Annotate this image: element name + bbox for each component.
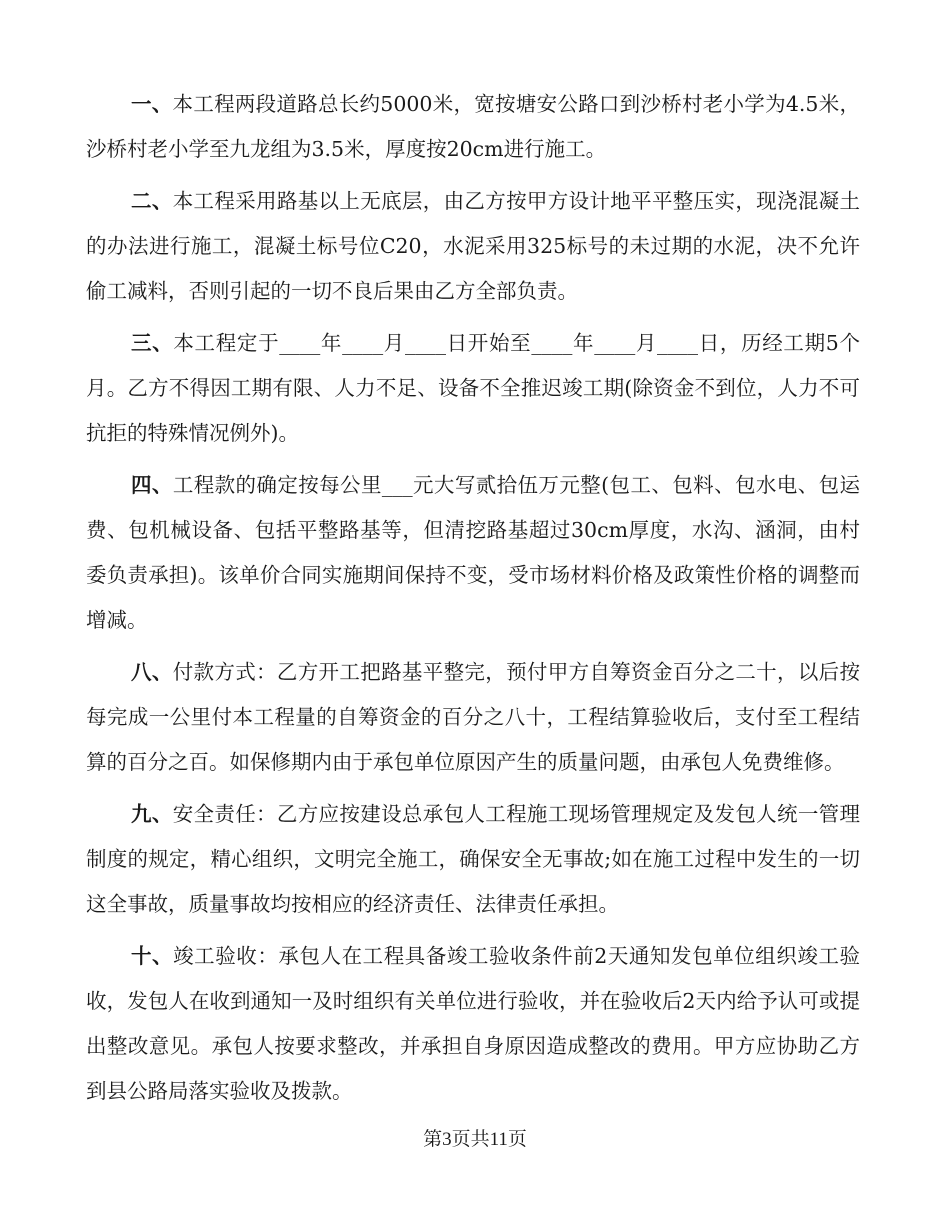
paragraph-2-text: 本工程采用路基以上无底层，由乙方按甲方设计地平平整压实，现浇混凝土的办法进行施工，混凝土标号位C20，水泥采用325标号的未过期的水泥，决不允许偷工减料，否则引起的一切不良后果由乙方全部负责。 <box>86 189 861 303</box>
paragraph-10-text: 竣工验收：承包人在工程具备竣工验收条件前2天通知发包单位组织竣工验收，发包人在收到通知一及时组织有关单位进行验收，并在验收后2天内给予认可或提出整改意见。承包人按要求整改，并承担自身原因造成整改的费用。甲方应协助乙方到县公路局落实验收及拨款。 <box>86 944 861 1103</box>
paragraph-2-number: 二、 <box>131 189 173 213</box>
paragraph-4 <box>86 463 860 643</box>
paragraph-1-text: 本工程两段道路总长约5000米，宽按塘安公路口到沙桥村老小学为4.5米，沙桥村老小学至九龙组为3.5米，厚度按20cm进行施工。 <box>86 92 860 161</box>
paragraph-1 <box>86 82 860 172</box>
paragraph-8-text: 付款方式：乙方开工把路基平整完，预付甲方自筹资金百分之二十，以后按每完成一公里付本工程量的自筹资金的百分之八十，工程结算验收后，支付至工程结算的百分之百。如保修期内由于承包单位原因产生的质量问题，由承包人免费维修。 <box>86 660 861 774</box>
paragraph-4-text: 工程款的确定按每公里___元大写贰拾伍万元整(包工、包料、包水电、包运费、包机械设备、包括平整路基等，但清挖路基超过30cm厚度，水沟、涵洞，由村委负责承担)。该单价合同实施期间保持不变，受市场材料价格及政策性价格的调整而增减。 <box>86 473 860 632</box>
paragraph-10-number: 十、 <box>131 944 174 968</box>
paragraph-8 <box>86 650 860 785</box>
paragraph-2 <box>86 179 860 314</box>
paragraph-8-number: 八、 <box>131 660 173 684</box>
paragraph-3-text: 本工程定于____年____月____日开始至____年____月____日，历经工期5个月。乙方不得因工期有限、人力不足、设备不全推迟竣工期(除资金不到位，人力不可抗拒的特殊情况例外)。 <box>86 331 861 445</box>
paragraph-9 <box>86 792 860 927</box>
paragraph-1-number: 一、 <box>131 92 173 116</box>
document-body <box>86 82 860 1121</box>
paragraph-4-number: 四、 <box>131 473 173 497</box>
paragraph-3 <box>86 321 860 456</box>
paragraph-10 <box>86 934 860 1114</box>
paragraph-3-number: 三、 <box>131 331 174 355</box>
page-number-footer: 第3页共11页 <box>423 1129 527 1150</box>
paragraph-9-text: 安全责任：乙方应按建设总承包人工程施工现场管理规定及发包人统一管理制度的规定，精心组织，文明完全施工，确保安全无事故;如在施工过程中发生的一切这全事故，质量事故均按相应的经济责任、法律责任承担。 <box>86 802 861 916</box>
paragraph-9-number: 九、 <box>131 802 173 826</box>
